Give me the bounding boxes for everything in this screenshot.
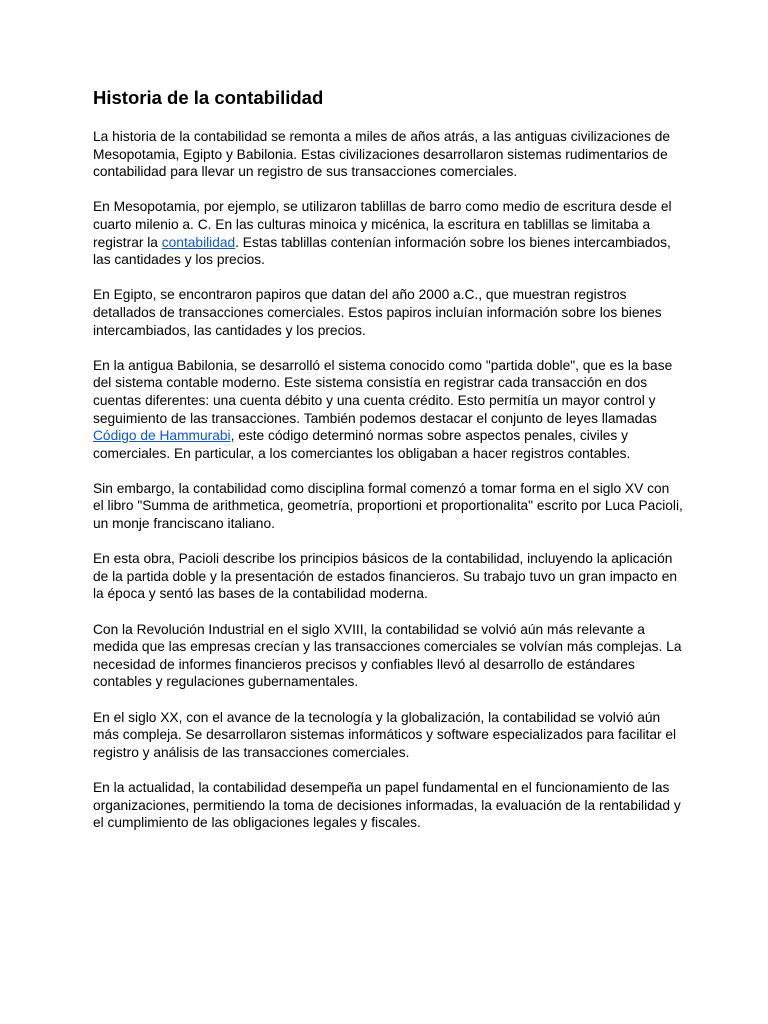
paragraph-actualidad: En la actualidad, la contabilidad desempeña un papel fundamental en el funcionamiento de las organizaciones, permitiendo la toma de decisiones informadas, la evaluación de la rentabilidad y el cumplimiento de las obligaciones legales y fiscales.: [93, 779, 681, 831]
document-page: [93, 86, 683, 849]
paragraph-siglo-xx: En el siglo XX, con el avance de la tecnología y la globalización, la contabilidad se volvió aún más compleja. Se desarrollaron sistemas informáticos y software especializados para facilitar el registro y análisis de las transacciones comerciales.: [93, 709, 677, 760]
codigo-hammurabi-link[interactable]: Código de Hammurabi: [93, 428, 231, 444]
paragraph-egipto: En Egipto, se encontraron papiros que datan del año 2000 a.C., que muestran registros detallados de transacciones comerciales. Estos papiros incluían información sobre los bienes intercambiados, las cantidades y los precios.: [93, 287, 662, 338]
contabilidad-link[interactable]: contabilidad: [161, 234, 236, 250]
paragraph-intro: La historia de la contabilidad se remonta a miles de años atrás, a las antiguas civilizaciones de Mesopotamia, Egipto y Babilonia. Estas civilizaciones desarrollaron sistemas rudimentarios de contabilidad para llevar un registro de sus transacciones comerciales.: [93, 129, 671, 180]
paragraph-pacioli: Sin embargo, la contabilidad como disciplina formal comenzó a tomar forma en el siglo XV con el libro "Summa de arithmetica, geometría, proportioni et proportionalita" escrito por Luca Pacioli, un monje franciscano italiano.: [93, 480, 683, 532]
paragraph-mesopotamia: [93, 198, 683, 268]
document-title: Historia de la contabilidad: [93, 87, 324, 108]
paragraph-text: , este código determinó normas sobre aspectos penales, civiles y comerciales. En particular, a los comerciantes los obligaban a hacer registros contables.: [93, 428, 631, 461]
paragraph-text: En Mesopotamia, por ejemplo, se utilizaron tablillas de barro como medio de escritura desde el cuarto milenio a. C. En las culturas minoica y micénica, la escritura en tablillas se limitaba a registrar la: [93, 199, 672, 250]
paragraph-obra: En esta obra, Pacioli describe los principios básicos de la contabilidad, incluyendo la aplicación de la partida doble y la presentación de estados financieros. Su trabajo tuvo un gran impacto en la época y sentó las bases de la contabilidad moderna.: [93, 551, 677, 602]
paragraph-text: . Estas tablillas contenían información sobre los bienes intercambiados, las cantidades y los precios.: [93, 234, 671, 268]
paragraph-revolucion-industrial: Con la Revolución Industrial en el siglo XVIII, la contabilidad se volvió aún más relevante a medida que las empresas crecían y las transacciones comerciales se volvían más complejas. La necesidad de informes financieros precisos y confiables llevó al desarrollo de estándares contables y regulaciones gubernamentales.: [93, 621, 682, 690]
paragraph-babilonia: [93, 357, 683, 463]
paragraph-text: En la antigua Babilonia, se desarrolló el sistema conocido como "partida doble", que es la base del sistema contable moderno. Este sistema consistía en registrar cada transacción en dos cuentas diferentes: una cuenta débito y una cuenta crédito. Esto permitía un mayor control y seguimiento de las transacciones. También podemos destacar el conjunto de leyes llamadas: [93, 357, 673, 426]
